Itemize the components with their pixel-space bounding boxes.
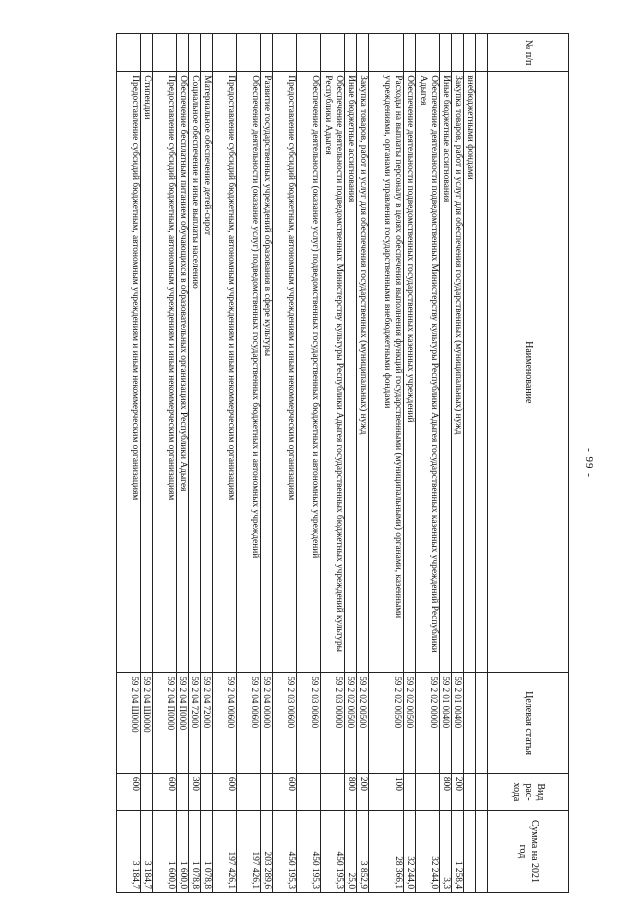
cell-vid: 600 xyxy=(117,773,141,810)
cell-vid: 600 xyxy=(273,773,297,810)
cell-num xyxy=(416,34,440,72)
cell-vid xyxy=(464,773,476,810)
cell-code: 59 2 02 00500 xyxy=(404,673,416,774)
cell-name: Предоставление субсидий бюджетным, автономным учреждениям и иным некоммерческим организациям xyxy=(153,72,177,673)
header-vid: Вид рас-хода xyxy=(488,773,569,810)
cell-num xyxy=(213,34,237,72)
cell-name: Стипендии xyxy=(141,72,153,673)
cell-sum: 1 258,4 xyxy=(452,811,464,893)
cell-code: 59 2 04 00000 xyxy=(261,673,273,774)
cell-code: 59 2 04 Ш0000 xyxy=(117,673,141,774)
cell-name: Обеспечение бесплатным питанием обучающихся в образовательных организациях Республики Адыгея xyxy=(177,72,189,673)
cell-name: Предоставление субсидий бюджетным, автономным учреждениям и иным некоммерческим организациям xyxy=(117,72,141,673)
table-row xyxy=(201,34,213,893)
cell-sum: 3,3 xyxy=(440,811,452,893)
cell-name: Закупка товаров, работ и услуг для обеспечения государственных (муниципальных) нужд xyxy=(357,72,369,673)
cell-sum: 1 078,8 xyxy=(189,811,201,893)
table-row xyxy=(273,34,297,893)
cell-sum: 3 184,7 xyxy=(141,811,153,893)
rotated-sheet xyxy=(65,33,595,893)
page-number: - 99 - xyxy=(583,448,595,478)
cell-sum: 450 195,3 xyxy=(273,811,297,893)
cell-num xyxy=(345,34,357,72)
cell-vid xyxy=(416,773,440,810)
cell-vid xyxy=(321,773,345,810)
table-row xyxy=(153,34,177,893)
cell-num xyxy=(273,34,297,72)
table-row xyxy=(404,34,416,893)
cell-sum: 203 289,6 xyxy=(261,811,273,893)
cell-num xyxy=(141,34,153,72)
table-row xyxy=(237,34,261,893)
cell-name: Предоставление субсидий бюджетным, автономным учреждениям и иным некоммерческим организациям xyxy=(213,72,237,673)
cell-code: 59 2 01 00400 xyxy=(452,673,464,774)
cell-vid xyxy=(476,773,488,810)
cell-num xyxy=(261,34,273,72)
cell-num xyxy=(117,34,141,72)
cell-vid xyxy=(404,773,416,810)
header-code: Целевая статья xyxy=(488,673,569,774)
cell-sum xyxy=(464,811,476,893)
cell-vid: 300 xyxy=(189,773,201,810)
cell-sum: 25,0 xyxy=(345,811,357,893)
cell-vid xyxy=(177,773,189,810)
cell-code: 59 2 01 00400 xyxy=(440,673,452,774)
cell-name: Иные бюджетные ассигнования xyxy=(345,72,357,673)
cell-name: Развитие государственных учреждений образования в сфере культуры xyxy=(261,72,273,673)
cell-vid: 800 xyxy=(345,773,357,810)
cell-vid: 200 xyxy=(357,773,369,810)
table-row xyxy=(452,34,464,893)
cell-name: Обеспечение деятельности подведомственных Министерству культуры Республики Адыгея государственных казенных учреждений Республики Адыгея xyxy=(416,72,440,673)
cell-code: 59 2 04 П0000 xyxy=(153,673,177,774)
table-row xyxy=(357,34,369,893)
cell-sum: 3 852,9 xyxy=(357,811,369,893)
cell-name: Материальное обеспечение детей-сирот xyxy=(201,72,213,673)
table-row xyxy=(416,34,440,893)
cell-num xyxy=(357,34,369,72)
cell-num xyxy=(153,34,177,72)
cell-name xyxy=(476,72,488,673)
cell-sum: 32 244,0 xyxy=(416,811,440,893)
cell-code: 59 2 02 00500 xyxy=(357,673,369,774)
cell-code: 59 2 04 П0000 xyxy=(177,673,189,774)
cell-num xyxy=(189,34,201,72)
cell-name: Иные бюджетные ассигнования xyxy=(440,72,452,673)
cell-num xyxy=(321,34,345,72)
cell-code: 59 2 04 72000 xyxy=(189,673,201,774)
cell-code xyxy=(476,673,488,774)
cell-vid: 600 xyxy=(153,773,177,810)
cell-sum: 1 078,8 xyxy=(201,811,213,893)
cell-vid xyxy=(141,773,153,810)
cell-sum xyxy=(476,811,488,893)
header-num: № п/п xyxy=(488,34,569,72)
table-row xyxy=(117,34,141,893)
budget-table xyxy=(116,33,569,893)
cell-name: внебюджетными фондами xyxy=(464,72,476,673)
table-row xyxy=(321,34,345,893)
cell-name: Обеспечение деятельности подведомственных государственных казенных учреждений xyxy=(404,72,416,673)
table-row xyxy=(369,34,404,893)
cell-num xyxy=(297,34,321,72)
table-row xyxy=(464,34,476,893)
table-row xyxy=(440,34,452,893)
cell-num xyxy=(464,34,476,72)
cell-sum: 3 184,7 xyxy=(117,811,141,893)
table-row xyxy=(261,34,273,893)
cell-name: Обеспечение деятельности (оказание услуг) подведомственных государственных бюджетных и автономных учреждений xyxy=(297,72,321,673)
cell-code: 59 2 02 00000 xyxy=(416,673,440,774)
table-row xyxy=(189,34,201,893)
table-row xyxy=(345,34,357,893)
cell-code: 59 2 03 00000 xyxy=(321,673,345,774)
cell-code: 59 2 03 00600 xyxy=(273,673,297,774)
cell-sum: 1 600,0 xyxy=(153,811,177,893)
cell-name: Расходы на выплаты персоналу в целях обеспечения выполнения функций государственными (муниципальными) органами, казенными учреждениями, органами управления государственными внебюджетными фондами xyxy=(369,72,404,673)
cell-code: 59 2 04 72000 xyxy=(201,673,213,774)
cell-vid xyxy=(297,773,321,810)
table-body xyxy=(117,34,488,893)
cell-name: Предоставление субсидий бюджетным, автономным учреждениям и иным некоммерческим организациям xyxy=(273,72,297,673)
cell-vid: 200 xyxy=(452,773,464,810)
cell-sum: 450 195,3 xyxy=(297,811,321,893)
table-header-row xyxy=(488,34,569,893)
header-sum: Сумма на 2021 год xyxy=(488,811,569,893)
cell-code: 59 2 04 Ш0000 xyxy=(141,673,153,774)
cell-vid: 100 xyxy=(369,773,404,810)
cell-vid xyxy=(237,773,261,810)
cell-num xyxy=(476,34,488,72)
cell-sum: 197 426,1 xyxy=(237,811,261,893)
cell-code xyxy=(464,673,476,774)
table-row xyxy=(297,34,321,893)
header-name: Наименование xyxy=(488,72,569,673)
cell-sum: 28 366,1 xyxy=(369,811,404,893)
cell-sum: 32 244,0 xyxy=(404,811,416,893)
table-row xyxy=(141,34,153,893)
cell-code: 59 2 03 00600 xyxy=(297,673,321,774)
cell-num xyxy=(201,34,213,72)
cell-num xyxy=(177,34,189,72)
cell-code: 59 2 04 00600 xyxy=(213,673,237,774)
cell-vid: 800 xyxy=(440,773,452,810)
cell-vid xyxy=(261,773,273,810)
cell-name: Социальное обеспечение и иные выплаты населению xyxy=(189,72,201,673)
cell-name: Обеспечение деятельности (оказание услуг) подведомственных государственных бюджетных и автономных учреждений xyxy=(237,72,261,673)
cell-num xyxy=(404,34,416,72)
table-row xyxy=(213,34,237,893)
cell-code: 59 2 04 00600 xyxy=(237,673,261,774)
cell-sum: 197 426,1 xyxy=(213,811,237,893)
cell-vid: 600 xyxy=(213,773,237,810)
cell-name: Закупка товаров, работ и услуг для обеспечения государственных (муниципальных) нужд xyxy=(452,72,464,673)
cell-vid xyxy=(201,773,213,810)
table-row xyxy=(476,34,488,893)
table-row xyxy=(177,34,189,893)
cell-name: Обеспечение деятельности подведомственных Министерству культуры Республики Адыгея государственных бюджетных учреждений культуры Республики Адыгея xyxy=(321,72,345,673)
cell-num xyxy=(440,34,452,72)
cell-code: 59 2 02 00500 xyxy=(369,673,404,774)
cell-sum: 450 195,3 xyxy=(321,811,345,893)
cell-num xyxy=(452,34,464,72)
cell-code: 59 2 02 00500 xyxy=(345,673,357,774)
cell-num xyxy=(369,34,404,72)
cell-sum: 1 600,0 xyxy=(177,811,189,893)
cell-num xyxy=(237,34,261,72)
